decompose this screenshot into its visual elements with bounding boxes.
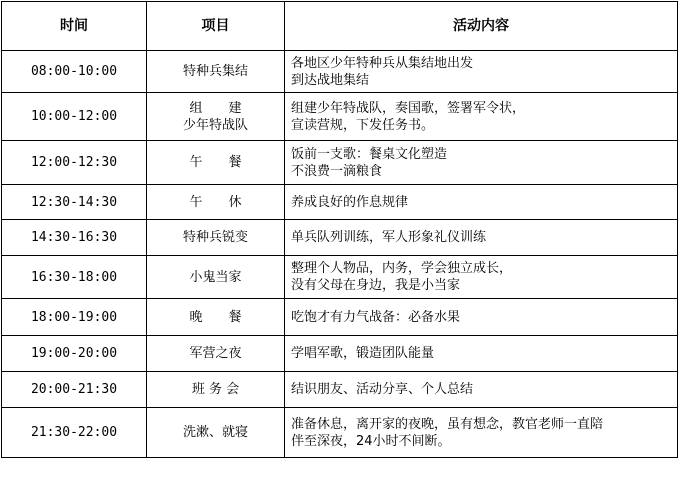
table-row: [2, 141, 678, 185]
row-item: 洗漱、就寝: [147, 408, 285, 458]
row-content: [285, 220, 678, 256]
row-content: [285, 141, 678, 185]
schedule-table: [1, 1, 678, 458]
table-row: [2, 372, 678, 408]
row-content-line: 不浪费一滴粮食: [291, 163, 383, 179]
table-row: [2, 336, 678, 372]
row-item: 特种兵锐变: [147, 220, 285, 256]
row-content-line: 吃饱才有力气战备：必备水果: [291, 309, 461, 325]
row-content-line: 结识朋友、活动分享、个人总结: [291, 382, 474, 397]
row-content-line: 各地区少年特种兵从集结地出发: [291, 55, 474, 71]
row-content-line: 整理个人物品，内务，学会独立成长，: [291, 261, 513, 276]
row-content-line: 没有父母在身边，我是小当家: [291, 278, 461, 293]
header-time: 时间: [2, 2, 147, 51]
row-item: 组 建 少年特战队: [147, 93, 285, 141]
header-row: [2, 2, 678, 51]
row-content-line: 单兵队列训练，军人形象礼仪训练: [291, 230, 487, 245]
row-content: [285, 408, 678, 458]
row-content: [285, 51, 678, 93]
row-item: 午 餐: [147, 141, 285, 185]
row-item: 小鬼当家: [147, 256, 285, 299]
header-item: 项目: [147, 2, 285, 51]
schedule-body: [2, 51, 678, 458]
table-row: [2, 256, 678, 299]
row-time: 12:00-12:30: [2, 141, 147, 185]
table-row: [2, 51, 678, 93]
row-content-line: 宣读营规，下发任务书。: [291, 117, 435, 133]
row-content-line: 养成良好的作息规律: [291, 194, 409, 210]
row-item: 午 休: [147, 185, 285, 220]
table-row: [2, 185, 678, 220]
row-content-line: 到达战地集结: [291, 72, 370, 88]
table-row: [2, 93, 678, 141]
row-content: [285, 372, 678, 408]
row-time: 20:00-21:30: [2, 372, 147, 408]
row-time: 12:30-14:30: [2, 185, 147, 220]
row-content: [285, 185, 678, 220]
row-item: 军营之夜: [147, 336, 285, 372]
row-time: 18:00-19:00: [2, 299, 147, 336]
row-content-line: 饭前一支歌：餐桌文化塑造: [291, 146, 448, 162]
row-content-line: 准备休息，离开家的夜晚，虽有想念，教官老师一直陪: [291, 416, 604, 432]
row-item: 班 务 会: [147, 372, 285, 408]
table-row: [2, 220, 678, 256]
row-content-line: 伴至深夜，24小时不间断。: [291, 433, 451, 449]
row-content: [285, 93, 678, 141]
row-item: 特种兵集结: [147, 51, 285, 93]
row-time: 10:00-12:00: [2, 93, 147, 141]
row-item: 晚 餐: [147, 299, 285, 336]
row-time: 19:00-20:00: [2, 336, 147, 372]
row-time: 08:00-10:00: [2, 51, 147, 93]
row-content: [285, 336, 678, 372]
row-time: 21:30-22:00: [2, 408, 147, 458]
table-row: [2, 408, 678, 458]
row-content: [285, 256, 678, 299]
row-time: 14:30-16:30: [2, 220, 147, 256]
header-content: 活动内容: [285, 2, 678, 51]
row-content-line: 学唱军歌，锻造团队能量: [291, 346, 435, 361]
row-time: 16:30-18:00: [2, 256, 147, 299]
table-row: [2, 299, 678, 336]
row-content: [285, 299, 678, 336]
row-content-line: 组建少年特战队，奏国歌，签署军令状，: [291, 100, 526, 116]
